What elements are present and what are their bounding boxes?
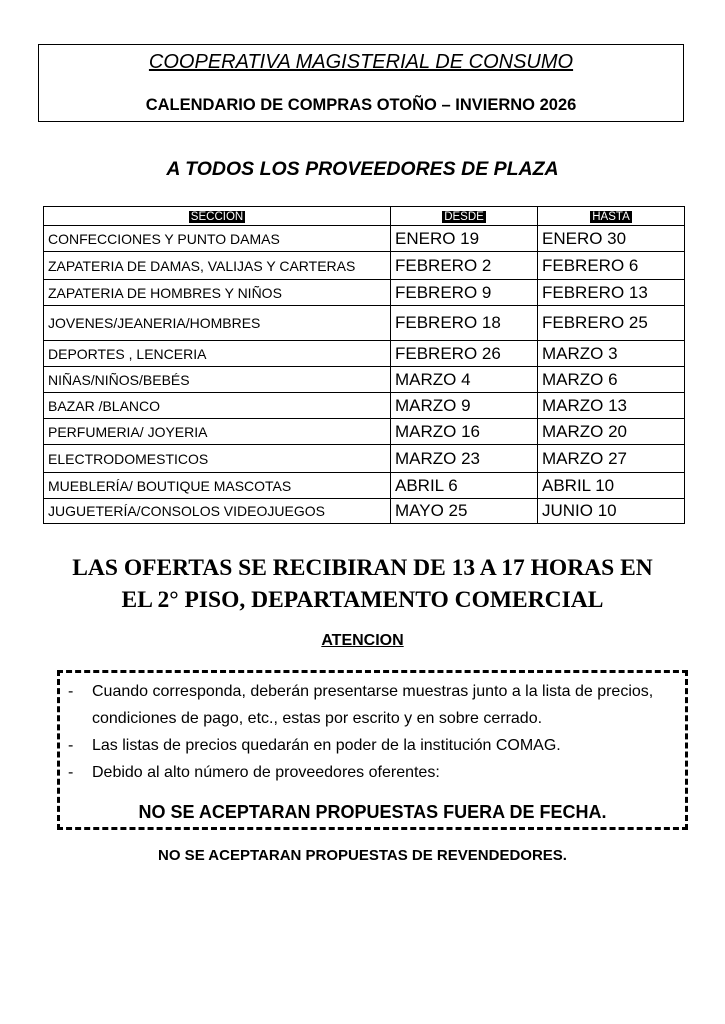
attention-heading: ATENCION: [321, 632, 404, 649]
table-row: [44, 499, 685, 524]
from-date-cell: MARZO 23: [391, 445, 538, 473]
table-row: [44, 252, 685, 280]
column-header-to: HASTA: [538, 207, 685, 226]
column-header-from: DESDE: [391, 207, 538, 226]
section-cell: MUEBLERÍA/ BOUTIQUE MASCOTAS: [44, 473, 391, 499]
organization-name: COOPERATIVA MAGISTERIAL DE CONSUMO: [148, 51, 574, 73]
to-date-cell: MARZO 20: [538, 419, 685, 445]
to-date-cell: MARZO 13: [538, 393, 685, 419]
to-date-cell: FEBRERO 6: [538, 252, 685, 280]
from-date-cell: ENERO 19: [391, 226, 538, 252]
from-date-cell: MARZO 9: [391, 393, 538, 419]
section-cell: BAZAR /BLANCO: [44, 393, 391, 419]
table-row: [44, 341, 685, 367]
to-date-cell: ENERO 30: [538, 226, 685, 252]
note-text: Cuando corresponda, deberán presentarse muestras junto a la lista de precios, condiciones de pago, etc., estas por escrito y en sobre cerrado.: [92, 683, 654, 727]
to-date-cell: ABRIL 10: [538, 473, 685, 499]
offers-notice: [0, 552, 725, 616]
from-date-cell: FEBRERO 2: [391, 252, 538, 280]
section-cell: ZAPATERIA DE DAMAS, VALIJAS Y CARTERAS: [44, 252, 391, 280]
attention-notes: [66, 678, 666, 786]
bullet-dash: -: [68, 737, 74, 754]
calendar-title: CALENDARIO DE COMPRAS OTOÑO – INVIERNO 2026: [145, 96, 577, 114]
table-row: [44, 367, 685, 393]
table-row: [44, 445, 685, 473]
deadline-warning: NO SE ACEPTARAN PROPUESTAS FUERA DE FECHA.: [138, 802, 607, 822]
offers-line-2: EL 2° PISO, DEPARTAMENTO COMERCIAL: [121, 587, 604, 613]
column-header-section: SECCION: [44, 207, 391, 226]
list-item: [66, 732, 666, 759]
to-date-cell: MARZO 3: [538, 341, 685, 367]
table-header-row: [44, 207, 685, 226]
from-date-cell: MAYO 25: [391, 499, 538, 524]
table-row: [44, 280, 685, 306]
note-text: Las listas de precios quedarán en poder de la institución COMAG.: [92, 737, 561, 754]
header-box: [38, 44, 684, 122]
section-cell: ZAPATERIA DE HOMBRES Y NIÑOS: [44, 280, 391, 306]
table-row: [44, 393, 685, 419]
from-date-cell: ABRIL 6: [391, 473, 538, 499]
section-cell: DEPORTES , LENCERIA: [44, 341, 391, 367]
from-date-cell: MARZO 4: [391, 367, 538, 393]
to-date-cell: JUNIO 10: [538, 499, 685, 524]
table-row: [44, 306, 685, 341]
section-cell: JUGUETERÍA/CONSOLOS VIDEOJUEGOS: [44, 499, 391, 524]
from-date-cell: FEBRERO 9: [391, 280, 538, 306]
from-date-cell: MARZO 16: [391, 419, 538, 445]
list-item: [66, 759, 666, 786]
table-row: [44, 226, 685, 252]
attention-box: [57, 670, 688, 830]
note-text: Debido al alto número de proveedores oferentes:: [92, 764, 440, 781]
bullet-dash: -: [68, 683, 74, 700]
to-date-cell: FEBRERO 25: [538, 306, 685, 341]
from-date-cell: FEBRERO 18: [391, 306, 538, 341]
offers-line-1: LAS OFERTAS SE RECIBIRAN DE 13 A 17 HORAS EN: [72, 555, 653, 581]
audience-heading: A TODOS LOS PROVEEDORES DE PLAZA: [166, 158, 559, 180]
section-cell: CONFECCIONES Y PUNTO DAMAS: [44, 226, 391, 252]
table-row: [44, 473, 685, 499]
section-cell: JOVENES/JEANERIA/HOMBRES: [44, 306, 391, 341]
section-cell: PERFUMERIA/ JOYERIA: [44, 419, 391, 445]
list-item: [66, 678, 666, 732]
resellers-notice: NO SE ACEPTARAN PROPUESTAS DE REVENDEDORES.: [158, 847, 567, 864]
schedule-table: [43, 206, 685, 524]
section-cell: ELECTRODOMESTICOS: [44, 445, 391, 473]
to-date-cell: MARZO 6: [538, 367, 685, 393]
section-cell: NIÑAS/NIÑOS/BEBÉS: [44, 367, 391, 393]
table-row: [44, 419, 685, 445]
bullet-dash: -: [68, 764, 74, 781]
to-date-cell: MARZO 27: [538, 445, 685, 473]
to-date-cell: FEBRERO 13: [538, 280, 685, 306]
from-date-cell: FEBRERO 26: [391, 341, 538, 367]
